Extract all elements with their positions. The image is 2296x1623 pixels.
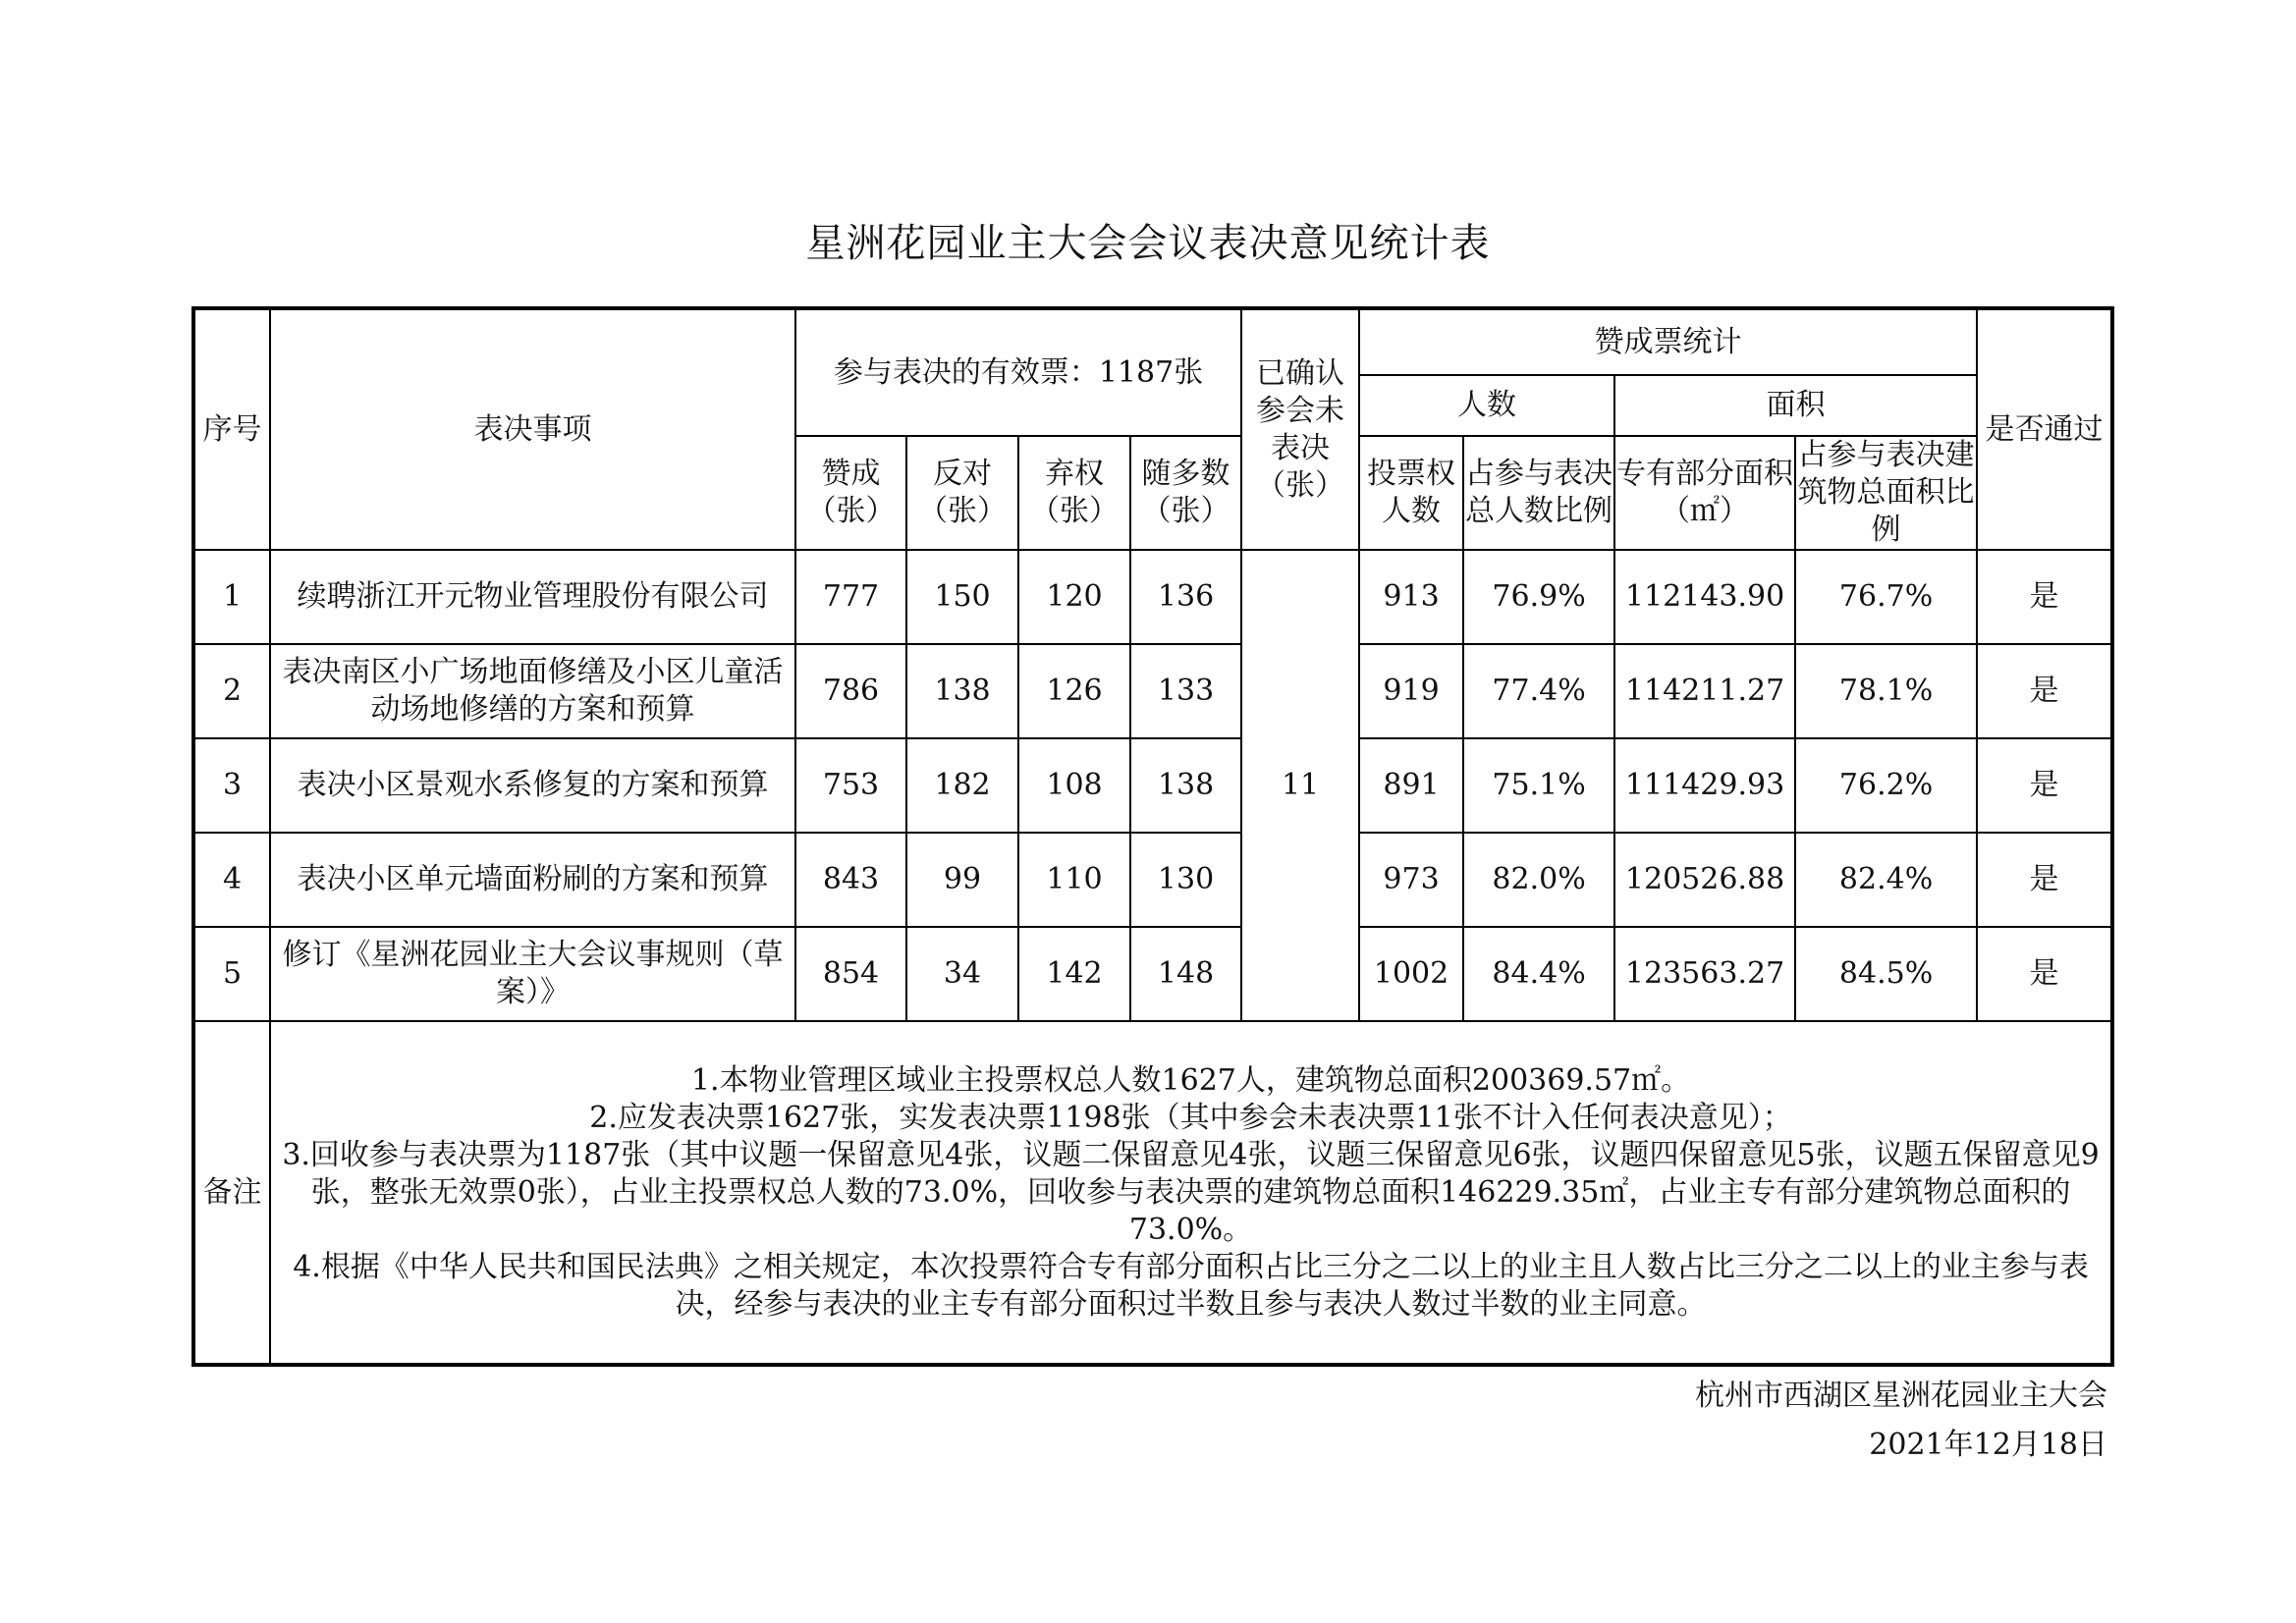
row-passed: 是 [1977, 644, 2112, 738]
row-abstain: 126 [1018, 644, 1130, 738]
row-item: 表决小区景观水系修复的方案和预算 [270, 738, 795, 833]
table-row [193, 550, 2112, 644]
vote-statistics-table [191, 306, 2114, 1367]
page-title: 星洲花园业主大会会议表决意见统计表 [805, 221, 1491, 266]
header-area: 面积 [1614, 375, 1977, 436]
row-item: 续聘浙江开元物业管理股份有限公司 [270, 550, 795, 644]
notes-content [270, 1021, 2112, 1365]
row-voters: 913 [1359, 550, 1463, 644]
footer-organization: 杭州市西湖区星洲花园业主大会 [1695, 1379, 2107, 1413]
row-abstain: 110 [1018, 833, 1130, 927]
row-area-ratio: 76.7% [1795, 550, 1977, 644]
row-approve: 854 [795, 927, 906, 1021]
row-approve: 786 [795, 644, 906, 738]
header-approve: 赞成（张） [795, 436, 906, 550]
row-area-ratio: 78.1% [1795, 644, 1977, 738]
row-approve: 843 [795, 833, 906, 927]
row-seq: 3 [193, 738, 270, 833]
header-item: 表决事项 [270, 308, 795, 550]
row-oppose: 99 [906, 833, 1018, 927]
row-item: 表决小区单元墙面粉刷的方案和预算 [270, 833, 795, 927]
header-valid-votes: 参与表决的有效票：1187张 [795, 308, 1241, 436]
header-abstain: 弃权（张） [1018, 436, 1130, 550]
row-follow: 148 [1130, 927, 1241, 1021]
notes-row [193, 1021, 2112, 1365]
row-area: 114211.27 [1614, 644, 1795, 738]
row-seq: 5 [193, 927, 270, 1021]
header-voters: 投票权人数 [1359, 436, 1463, 550]
row-voters: 919 [1359, 644, 1463, 738]
row-voters: 973 [1359, 833, 1463, 927]
row-oppose: 34 [906, 927, 1018, 1021]
row-approve: 777 [795, 550, 906, 644]
header-confirmed-not-voted: 已确认参会未表决（张） [1241, 308, 1359, 550]
row-people-ratio: 84.4% [1463, 927, 1614, 1021]
table-row [193, 738, 2112, 833]
row-seq: 4 [193, 833, 270, 927]
note-line: 1.本物业管理区域业主投票权总人数1627人，建筑物总面积200369.57㎡。 [690, 1062, 1691, 1098]
row-people-ratio: 82.0% [1463, 833, 1614, 927]
note-line: 2.应发表决票1627张，实发表决票1198张（其中参会未表决票11张不计入任何表决意见）； [589, 1100, 1792, 1135]
row-area-ratio: 84.5% [1795, 927, 1977, 1021]
header-people: 人数 [1359, 375, 1614, 436]
row-item: 修订《星洲花园业主大会议事规则（草案）》 [270, 927, 795, 1021]
header-passed: 是否通过 [1977, 308, 2112, 550]
row-area-ratio: 82.4% [1795, 833, 1977, 927]
row-abstain: 120 [1018, 550, 1130, 644]
row-passed: 是 [1977, 833, 2112, 927]
note-line: 4.根据《中华人民共和国民法典》之相关规定，本次投票符合专有部分面积占比三分之二以上的业主且人数占比三分之二以上的业主参与表决，经参与表决的业主专有部分面积过半数且参与表决人数过半数的业主同意。 [293, 1249, 2089, 1322]
confirmed-not-voted-value: 11 [1241, 550, 1359, 1021]
row-passed: 是 [1977, 738, 2112, 833]
row-seq: 2 [193, 644, 270, 738]
row-people-ratio: 75.1% [1463, 738, 1614, 833]
row-area: 123563.27 [1614, 927, 1795, 1021]
row-abstain: 108 [1018, 738, 1130, 833]
row-approve: 753 [795, 738, 906, 833]
header-private-area: 专有部分面积（㎡） [1614, 436, 1795, 550]
row-oppose: 138 [906, 644, 1018, 738]
row-item: 表决南区小广场地面修缮及小区儿童活动场地修缮的方案和预算 [270, 644, 795, 738]
header-approve-stats: 赞成票统计 [1359, 308, 1977, 375]
row-passed: 是 [1977, 927, 2112, 1021]
row-follow: 133 [1130, 644, 1241, 738]
row-follow: 130 [1130, 833, 1241, 927]
row-oppose: 150 [906, 550, 1018, 644]
table-row [193, 927, 2112, 1021]
row-follow: 136 [1130, 550, 1241, 644]
row-people-ratio: 77.4% [1463, 644, 1614, 738]
row-people-ratio: 76.9% [1463, 550, 1614, 644]
row-area: 120526.88 [1614, 833, 1795, 927]
row-abstain: 142 [1018, 927, 1130, 1021]
table-row [193, 833, 2112, 927]
row-voters: 1002 [1359, 927, 1463, 1021]
row-area: 112143.90 [1614, 550, 1795, 644]
note-line: 3.回收参与表决票为1187张（其中议题一保留意见4张，议题二保留意见4张，议题三保留意见6张，议题四保留意见5张，议题五保留意见9张，整张无效票0张），占业主投票权总人数的73.0%，回收参与表决票的建筑物总面积146229.35㎡，占业主专有部分建筑物总面积的73.0%。 [282, 1137, 2100, 1247]
header-follow-majority: 随多数（张） [1130, 436, 1241, 550]
row-area: 111429.93 [1614, 738, 1795, 833]
table-row [193, 644, 2112, 738]
row-oppose: 182 [906, 738, 1018, 833]
row-seq: 1 [193, 550, 270, 644]
header-oppose: 反对（张） [906, 436, 1018, 550]
header-people-ratio: 占参与表决总人数比例 [1463, 436, 1614, 550]
row-voters: 891 [1359, 738, 1463, 833]
notes-label: 备注 [193, 1021, 270, 1365]
header-area-ratio: 占参与表决建筑物总面积比例 [1795, 436, 1977, 550]
row-passed: 是 [1977, 550, 2112, 644]
row-follow: 138 [1130, 738, 1241, 833]
row-area-ratio: 76.2% [1795, 738, 1977, 833]
header-seq: 序号 [193, 308, 270, 550]
footer-date: 2021年12月18日 [1869, 1428, 2107, 1462]
